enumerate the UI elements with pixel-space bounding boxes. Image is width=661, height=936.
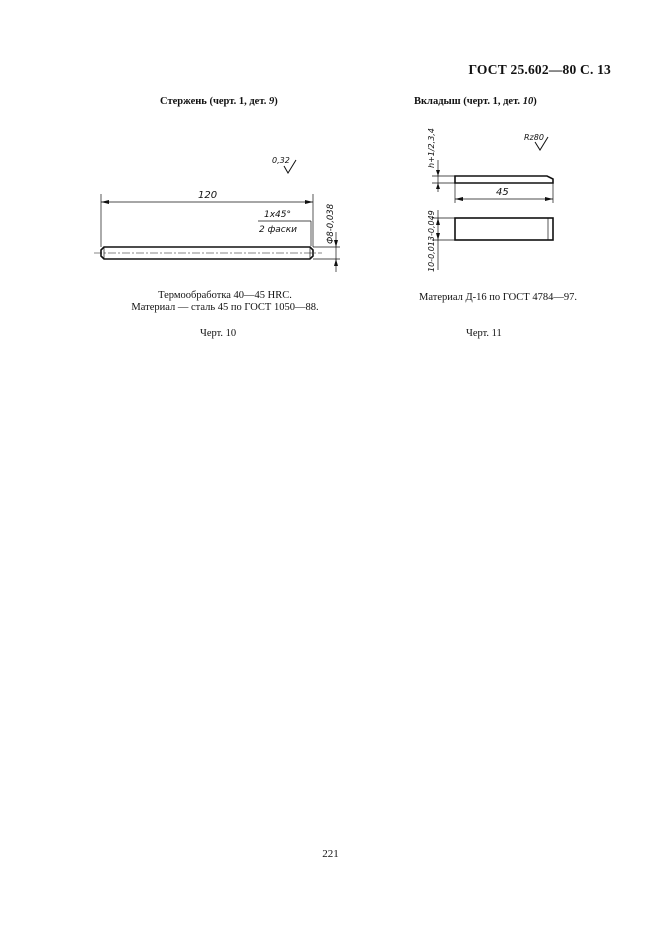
- arrow-head: [101, 200, 109, 204]
- right-title-num: 10: [522, 96, 534, 107]
- arrow-head: [455, 197, 463, 201]
- arrow-head: [436, 218, 440, 225]
- rod-roughness-value: 0,32: [272, 156, 290, 165]
- insert-drawing: [427, 128, 553, 272]
- arrow-head: [545, 197, 553, 201]
- left-title-main: Стержень (черт. 1, дет.: [160, 96, 269, 107]
- insert-roughness-value: Rz80: [524, 133, 544, 142]
- rod-drawing: [94, 156, 340, 272]
- arrow-head: [334, 259, 338, 266]
- insert-front-view: [455, 218, 553, 240]
- rod-chamfer-count: 2 фаски: [259, 225, 298, 235]
- left-title-end: ): [274, 96, 278, 107]
- arrow-head: [436, 233, 440, 240]
- rod-notes: [110, 290, 340, 314]
- rod-material-note: Материал — сталь 45 по ГОСТ 1050—88.: [131, 302, 319, 313]
- left-title-num: 9: [268, 96, 275, 107]
- rod-heat-treatment-note: Термообработка 40—45 HRC.: [158, 290, 292, 301]
- insert-side-view: [455, 176, 553, 183]
- page-header: ГОСТ 25.602—80 С. 13: [468, 62, 611, 77]
- rod-length-value: 120: [198, 190, 218, 201]
- rod-diameter-value: Ф8-0,038: [326, 203, 336, 244]
- arrow-head: [305, 200, 313, 204]
- arrow-head: [436, 170, 440, 176]
- arrow-head: [436, 183, 440, 189]
- insert-length-value: 45: [496, 187, 509, 198]
- rod-caption: Черт. 10: [200, 328, 237, 339]
- insert-width-value: 10-0,013-0,049: [427, 210, 436, 272]
- right-title-main: Вкладыш (черт. 1, дет.: [414, 96, 523, 107]
- right-title-end: ): [533, 96, 537, 107]
- page-number: 221: [322, 848, 339, 860]
- insert-material-note: Материал Д-16 по ГОСТ 4784—97.: [419, 292, 577, 303]
- insert-caption: Черт. 11: [466, 328, 502, 339]
- insert-thickness-value: h+1/2,3,4: [427, 128, 436, 168]
- rod-chamfer-value: 1х45°: [264, 210, 292, 220]
